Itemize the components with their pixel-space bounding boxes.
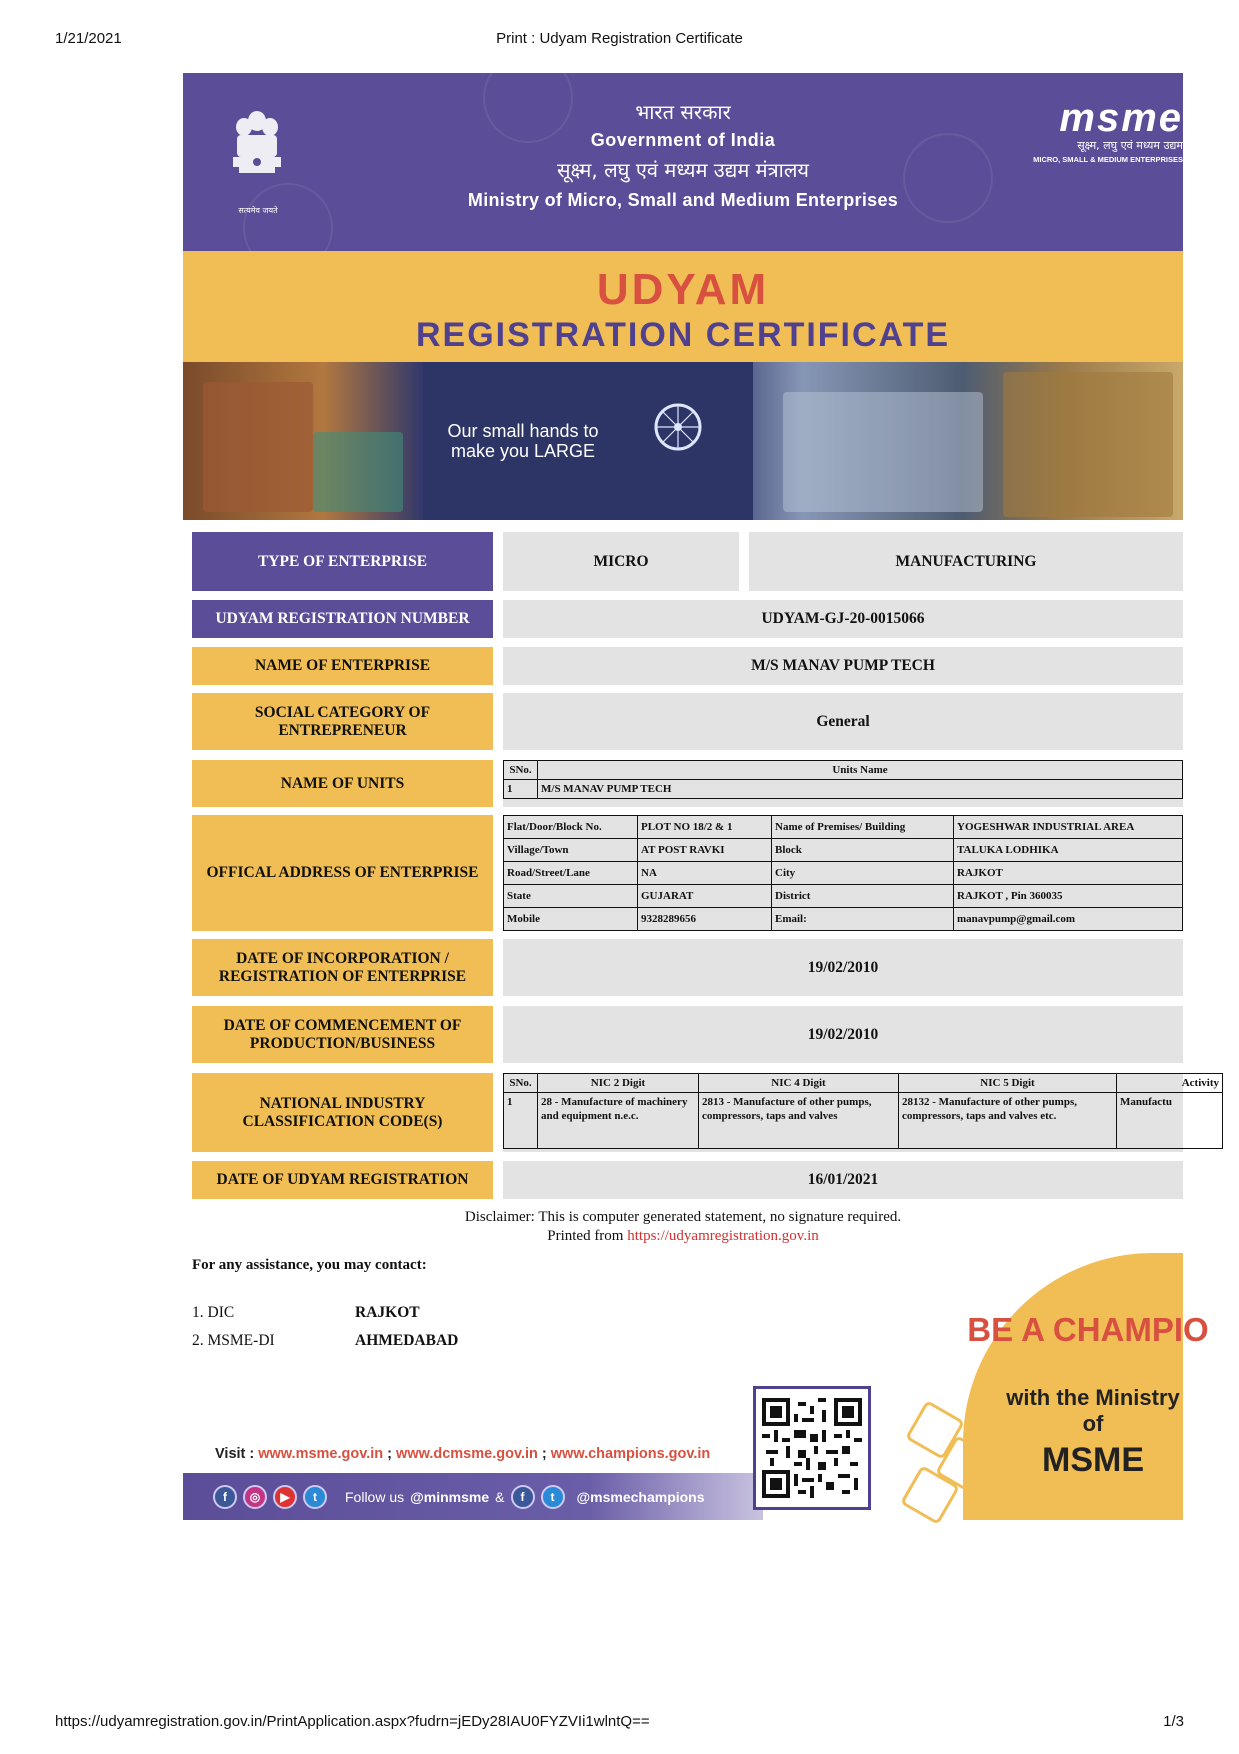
units-col-sno: SNo. [504, 761, 538, 780]
slogan-line-2: make you LARGE [450, 441, 596, 461]
dcmsme-website-link[interactable]: www.dcmsme.gov.in [396, 1446, 538, 1462]
print-page-title: Print : Udyam Registration Certificate [496, 30, 743, 47]
slogan [438, 421, 608, 461]
government-title [383, 99, 983, 215]
photo-banner [183, 362, 1183, 520]
address-field-label: City [772, 862, 954, 885]
print-url: https://udyamregistration.gov.in/PrintApplication.aspx?fudrn=jEDy28IAU0FYZVIi1wlntQ== [55, 1713, 650, 1730]
table-row [504, 839, 1183, 862]
nic-col-sno: SNo. [504, 1074, 538, 1093]
enterprise-name-value: M/S MANAV PUMP TECH [503, 647, 1183, 685]
nic-col-4digit: NIC 4 Digit [699, 1074, 899, 1093]
type-of-enterprise-value: MICRO [503, 532, 739, 591]
nic-table [503, 1073, 1223, 1149]
twitter-icon[interactable]: t [541, 1485, 565, 1509]
msme-logo-english: MICRO, SMALL & MEDIUM ENTERPRISES [1033, 155, 1183, 164]
print-page-number: 1/3 [1163, 1713, 1184, 1730]
address-field-label: State [504, 885, 638, 908]
registration-number-value: UDYAM-GJ-20-0015066 [503, 600, 1183, 638]
units-name: M/S MANAV PUMP TECH [538, 780, 1183, 799]
government-banner [183, 73, 1183, 251]
visit-links [215, 1446, 710, 1462]
address-field-value: GUJARAT [638, 885, 772, 908]
nic-4digit-value: 2813 - Manufacture of other pumps, compressors, taps and valves [699, 1093, 899, 1149]
contact-key: 2. MSME-DI [192, 1332, 275, 1349]
address-field-value: AT POST RAVKI [638, 839, 772, 862]
address-field-label: Road/Street/Lane [504, 862, 638, 885]
farm-photo [1003, 372, 1173, 517]
address-field-label: Email: [772, 908, 954, 931]
email-value: manavpump@gmail.com [954, 908, 1183, 931]
msme-logo-mark: msme [1059, 96, 1183, 140]
udyam-date-value: 16/01/2021 [503, 1161, 1183, 1199]
disclaimer [183, 1208, 1183, 1246]
national-emblem-icon [227, 103, 287, 203]
instagram-icon[interactable]: ◎ [243, 1485, 267, 1509]
address-label: OFFICAL ADDRESS OF ENTERPRISE [192, 815, 493, 931]
contact-value: RAJKOT [355, 1304, 420, 1321]
msme-logo [1033, 98, 1183, 166]
office-photo [783, 392, 983, 512]
msme-website-link[interactable]: www.msme.gov.in [258, 1446, 384, 1462]
link-separator: ; [541, 1446, 547, 1462]
chakra-icon [651, 400, 705, 454]
link-separator: ; [387, 1446, 393, 1462]
address-field-value: 9328289656 [638, 908, 772, 931]
assistance-title: For any assistance, you may contact: [192, 1257, 427, 1273]
craft-photo [313, 432, 403, 512]
units-sno: 1 [504, 780, 538, 799]
printed-from-label: Printed from [547, 1228, 624, 1244]
nic-col-activity: Activity [1117, 1074, 1223, 1093]
address-table [503, 815, 1183, 931]
address-field-label: Block [772, 839, 954, 862]
units-table-header [504, 761, 1183, 780]
address-field-value: RAJKOT [954, 862, 1183, 885]
contact-dic [192, 1304, 420, 1322]
disclaimer-text: Disclaimer: This is computer generated statement, no signature required. [464, 1209, 902, 1225]
print-footer [55, 1713, 1184, 1733]
ampersand: & [495, 1488, 505, 1505]
artisan-photo [203, 382, 313, 512]
address-field-label: Village/Town [504, 839, 638, 862]
print-date: 1/21/2021 [55, 30, 122, 47]
nic-col-2digit: NIC 2 Digit [538, 1074, 699, 1093]
incorporation-date-value: 19/02/2010 [503, 939, 1183, 996]
contact-key: 1. DIC [192, 1304, 235, 1321]
handle-minmsme[interactable]: @minmsme [410, 1488, 490, 1505]
units-table-wrapper [503, 760, 1183, 807]
nic-activity-value: Manufactu [1117, 1093, 1223, 1149]
contact-value: AHMEDABAD [355, 1332, 459, 1349]
udyam-portal-link[interactable]: https://udyamregistration.gov.in [627, 1228, 819, 1244]
certificate-title [183, 251, 1183, 362]
msme-logo-hindi: सूक्ष्म, लघु एवं मध्यम उद्यम [1077, 139, 1183, 152]
table-row [504, 908, 1183, 931]
table-row [504, 885, 1183, 908]
nic-label: NATIONAL INDUSTRY CLASSIFICATION CODE(S) [192, 1073, 493, 1152]
units-label: NAME OF UNITS [192, 760, 493, 807]
nic-sno: 1 [504, 1093, 538, 1149]
address-field-label: Name of Premises/ Building [772, 816, 954, 839]
table-row [504, 780, 1183, 799]
social-category-label: SOCIAL CATEGORY OF ENTREPRENEUR [192, 693, 493, 750]
address-field-value: YOGESHWAR INDUSTRIAL AREA [954, 816, 1183, 839]
table-row [504, 1093, 1223, 1149]
twitter-icon[interactable]: t [303, 1485, 327, 1509]
title-udyam: UDYAM [596, 265, 770, 314]
address-table-wrapper [503, 815, 1183, 931]
incorporation-date-label: DATE OF INCORPORATION / REGISTRATION OF ENTERPRISE [192, 939, 493, 996]
follow-us-text: Follow us [345, 1488, 405, 1505]
facebook-icon[interactable]: f [213, 1485, 237, 1509]
address-field-value: TALUKA LODHIKA [954, 839, 1183, 862]
nic-table-wrapper [503, 1073, 1219, 1152]
nic-5digit-value: 28132 - Manufacture of other pumps, compressors, taps and valves etc. [899, 1093, 1117, 1149]
facebook-icon[interactable]: f [511, 1485, 535, 1509]
social-category-value: General [503, 693, 1183, 750]
address-field-label: Mobile [504, 908, 638, 931]
table-row [504, 816, 1183, 839]
nic-2digit-value: 28 - Manufacture of machinery and equipment n.e.c. [538, 1093, 699, 1149]
contact-msme-di [192, 1332, 458, 1350]
address-field-value: NA [638, 862, 772, 885]
title-registration-certificate: REGISTRATION CERTIFICATE [415, 316, 951, 354]
visit-label: Visit : [215, 1446, 255, 1462]
commencement-date-value: 19/02/2010 [503, 1006, 1183, 1063]
nic-col-5digit: NIC 5 Digit [899, 1074, 1117, 1093]
champion-line-3: MSME [1042, 1441, 1144, 1479]
commencement-date-label: DATE OF COMMENCEMENT OF PRODUCTION/BUSINESS [192, 1006, 493, 1063]
registration-number-label: UDYAM REGISTRATION NUMBER [192, 600, 493, 638]
hindi-gov: भारत सरकार [635, 100, 731, 124]
units-table [503, 760, 1183, 799]
youtube-icon[interactable]: ▶ [273, 1485, 297, 1509]
enterprise-name-label: NAME OF ENTERPRISE [192, 647, 493, 685]
slogan-line-1: Our small hands to [447, 421, 599, 441]
be-a-champion-badge [963, 1253, 1209, 1520]
qr-code-icon [762, 1395, 862, 1501]
address-field-label: Flat/Door/Block No. [504, 816, 638, 839]
champion-line-2: with the Ministry of [1006, 1385, 1180, 1436]
udyam-date-label: DATE OF UDYAM REGISTRATION [192, 1161, 493, 1199]
hindi-ministry: सूक्ष्म, लघु एवं मध्यम उद्यम मंत्रालय [557, 158, 809, 182]
address-field-label: District [772, 885, 954, 908]
print-header [55, 30, 1184, 50]
champion-line-1: BE A CHAMPIO [967, 1311, 1209, 1348]
printed-from [183, 1227, 1183, 1246]
type-of-enterprise-activity: MANUFACTURING [749, 532, 1183, 591]
english-gov: Government of India [590, 130, 776, 150]
udyam-certificate [183, 73, 1219, 1520]
units-col-name: Units Name [538, 761, 1183, 780]
nic-table-header [504, 1074, 1223, 1093]
table-row [504, 862, 1183, 885]
social-follow-bar [183, 1473, 763, 1520]
qr-code [753, 1386, 871, 1510]
address-field-value: RAJKOT , Pin 360035 [954, 885, 1183, 908]
type-of-enterprise-label: TYPE OF ENTERPRISE [192, 532, 493, 591]
emblem-motto: सत्यमेव जयते [238, 206, 278, 215]
handle-msmechampions[interactable]: @msmechampions [576, 1488, 705, 1505]
english-ministry: Ministry of Micro, Small and Medium Enterprises [467, 190, 899, 210]
champions-website-link[interactable]: www.champions.gov.in [550, 1446, 711, 1462]
address-field-value: PLOT NO 18/2 & 1 [638, 816, 772, 839]
